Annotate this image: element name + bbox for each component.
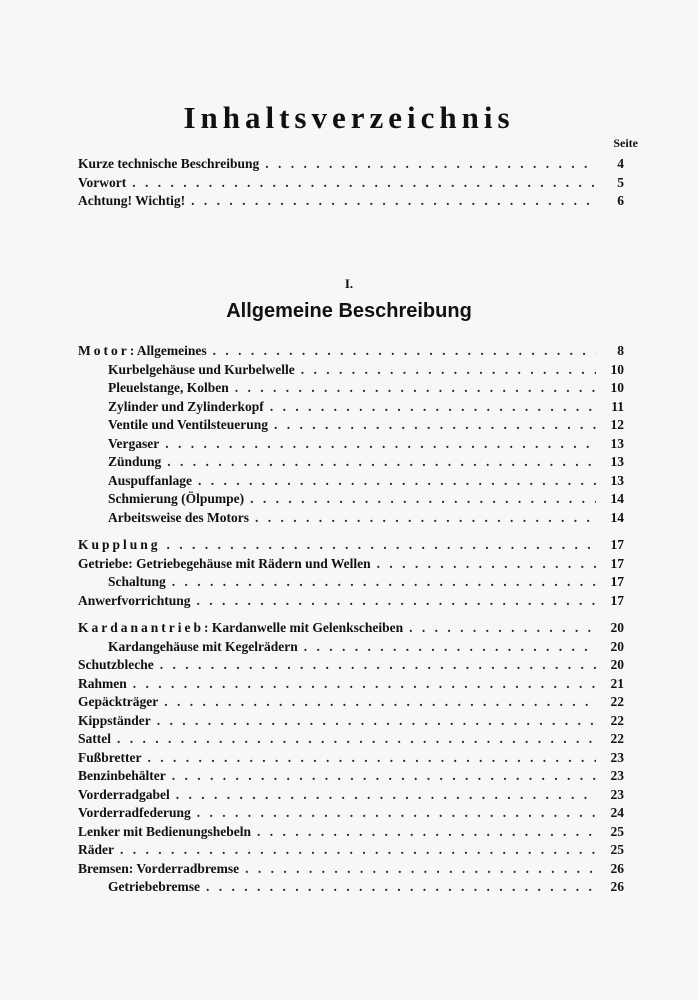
toc-entry-page: 22 — [610, 731, 624, 746]
toc-entry — [78, 731, 624, 750]
toc-entry-label — [78, 620, 403, 636]
toc-entry-page: 17 — [610, 537, 624, 552]
toc-entry-page: 12 — [610, 417, 624, 432]
dot-leader — [274, 417, 596, 433]
toc-entry-label: Achtung! Wichtig! — [78, 193, 186, 208]
toc-entry-label: Sattel — [78, 731, 111, 746]
toc-entry-page: 17 — [610, 555, 624, 571]
toc-entry — [78, 175, 624, 194]
dot-leader — [304, 639, 596, 655]
dot-leader — [133, 676, 596, 692]
toc-entry — [78, 399, 624, 418]
toc-entry-page: 22 — [610, 694, 624, 709]
toc-entry-page: 8 — [617, 343, 624, 358]
toc-entry — [78, 805, 624, 824]
toc-entry — [78, 343, 624, 362]
toc-entry-page: 13 — [610, 454, 624, 469]
dot-leader — [250, 491, 596, 507]
toc-entry — [78, 556, 624, 575]
toc-entry — [78, 593, 624, 612]
toc-entry-label: Fußbretter — [78, 749, 142, 765]
dot-leader — [172, 768, 596, 784]
toc-entry — [78, 574, 624, 593]
toc-entry-label: Schmierung (Ölpumpe) — [108, 491, 245, 506]
dot-leader — [265, 156, 596, 172]
dot-leader — [301, 362, 596, 378]
dot-leader — [148, 750, 597, 766]
toc-entry-label: Zündung — [108, 454, 162, 469]
toc-entry-page: 17 — [610, 592, 624, 608]
toc-entry-label: Vorderradfederung — [78, 805, 191, 820]
dot-leader — [196, 593, 596, 609]
toc-entry — [78, 694, 624, 713]
toc-entry-page: 26 — [610, 879, 624, 894]
section-number: I. — [344, 276, 354, 291]
page-title: Inhaltsverzeichnis — [183, 100, 515, 135]
toc-entry-prefix: Kupplung — [78, 537, 161, 552]
toc-entry-label — [78, 343, 207, 359]
dot-leader — [164, 694, 596, 710]
motor-toc-list — [78, 343, 624, 528]
toc-entry-page: 20 — [610, 657, 624, 672]
toc-entry-page: 23 — [610, 768, 624, 783]
kardan-toc-list — [78, 620, 624, 898]
toc-entry-page: 13 — [610, 472, 624, 488]
toc-entry — [78, 861, 624, 880]
dot-leader — [377, 556, 596, 572]
toc-entry — [78, 193, 624, 212]
toc-entry — [78, 473, 624, 492]
dot-leader — [117, 731, 596, 747]
dot-leader — [172, 574, 596, 590]
toc-entry — [78, 713, 624, 732]
toc-entry-label: Rahmen — [78, 675, 127, 691]
toc-entry — [78, 787, 624, 806]
toc-entry-label: Bremsen: Vorderradbremse — [78, 860, 240, 876]
dot-leader — [160, 657, 596, 673]
toc-entry-label: Vorwort — [78, 174, 127, 190]
toc-entry — [78, 380, 624, 399]
toc-entry-label — [78, 537, 161, 553]
toc-entry — [78, 491, 624, 510]
toc-entry-label: Vorderradgabel — [78, 786, 170, 802]
toc-entry-page: 6 — [617, 193, 624, 208]
toc-entry-page: 23 — [610, 786, 624, 802]
toc-entry-label: Kurbelgehäuse und Kurbelwelle — [108, 361, 295, 377]
toc-entry — [78, 454, 624, 473]
toc-entry — [78, 510, 624, 529]
toc-entry — [78, 537, 624, 556]
kupplung-toc-list — [78, 537, 624, 611]
dot-leader — [409, 620, 596, 636]
toc-entry-label: Ventile und Ventilsteuerung — [108, 417, 269, 432]
dot-leader — [206, 879, 596, 895]
toc-entry-label: Pleuelstange, Kolben — [108, 380, 229, 395]
toc-entry — [78, 436, 624, 455]
toc-entry-page: 20 — [610, 638, 624, 654]
toc-entry-page: 25 — [610, 842, 624, 857]
toc-entry — [78, 842, 624, 861]
toc-entry — [78, 768, 624, 787]
toc-entry-label: Kurze technische Beschreibung — [78, 156, 260, 171]
toc-entry-page: 4 — [617, 156, 624, 171]
dot-leader — [120, 842, 596, 858]
toc-entry — [78, 417, 624, 436]
toc-entry-page: 5 — [617, 174, 624, 190]
toc-entry-label: Schutzbleche — [78, 657, 154, 672]
toc-entry-page: 21 — [610, 675, 624, 691]
toc-entry-label: Schaltung — [108, 574, 166, 589]
dot-leader — [245, 861, 596, 877]
toc-entry-label: Arbeitsweise des Motors — [108, 509, 249, 525]
toc-entry-prefix: Kardanantrieb — [78, 620, 205, 635]
dot-leader — [255, 510, 596, 526]
toc-entry-label: Benzinbehälter — [78, 768, 166, 783]
toc-entry-label: Kippständer — [78, 712, 151, 728]
toc-entry-page: 24 — [610, 805, 624, 820]
toc-entry-page: 10 — [610, 361, 624, 377]
toc-entry-label: Kardangehäuse mit Kegelrädern — [108, 638, 298, 654]
toc-entry-label: Zylinder und Zylinderkopf — [108, 398, 264, 414]
dot-leader — [270, 399, 596, 415]
toc-entry — [78, 639, 624, 658]
toc-entry-page: 23 — [610, 749, 624, 765]
toc-entry-prefix: Motor — [78, 343, 130, 358]
toc-entry-page: 14 — [610, 491, 624, 506]
page-column-label: Seite — [613, 136, 638, 150]
toc-entry-page: 17 — [610, 574, 624, 589]
toc-entry — [78, 362, 624, 381]
dot-leader — [165, 436, 596, 452]
toc-entry-label: Lenker mit Bedienungshebeln — [78, 823, 252, 839]
dot-leader — [257, 824, 596, 840]
dot-leader — [167, 454, 596, 470]
toc-entry-page: 14 — [610, 509, 624, 525]
dot-leader — [157, 713, 596, 729]
toc-entry — [78, 750, 624, 769]
toc-entry-label: Getriebe: Getriebegehäuse mit Rädern und Wellen — [78, 555, 371, 571]
toc-entry-label: Anwerfvorrichtung — [78, 592, 191, 608]
toc-entry-page: 13 — [610, 435, 624, 451]
dot-leader — [197, 805, 596, 821]
toc-entry — [78, 156, 624, 175]
dot-leader — [132, 175, 596, 191]
toc-entry — [78, 676, 624, 695]
toc-entry-page: 10 — [610, 380, 624, 395]
toc-entry — [78, 824, 624, 843]
toc-entry — [78, 620, 624, 639]
toc-entry-page: 25 — [610, 823, 624, 839]
toc-entry-label: Auspuffanlage — [108, 472, 193, 488]
toc-entry-label: Getriebebremse — [108, 879, 200, 894]
toc-entry-suffix: : Allgemeines — [129, 343, 207, 358]
toc-entry-page: 22 — [610, 712, 624, 728]
toc-entry-label: Vergaser — [108, 435, 160, 451]
toc-entry-page: 26 — [610, 860, 624, 876]
toc-entry-label: Räder — [78, 842, 114, 857]
toc-entry-suffix: : Kardanwelle mit Gelenkscheiben — [204, 620, 404, 635]
toc-entry-page: 20 — [610, 620, 624, 635]
dot-leader — [198, 473, 596, 489]
dot-leader — [191, 193, 596, 209]
section-title: Allgemeine Beschreibung — [226, 300, 472, 322]
dot-leader — [176, 787, 596, 803]
dot-leader — [235, 380, 596, 396]
intro-toc-list — [78, 156, 624, 212]
toc-entry — [78, 657, 624, 676]
toc-entry-label: Gepäckträger — [78, 694, 159, 709]
toc-entry-page: 11 — [611, 398, 624, 414]
dot-leader — [213, 343, 596, 359]
dot-leader — [167, 537, 596, 553]
toc-entry — [78, 879, 624, 898]
